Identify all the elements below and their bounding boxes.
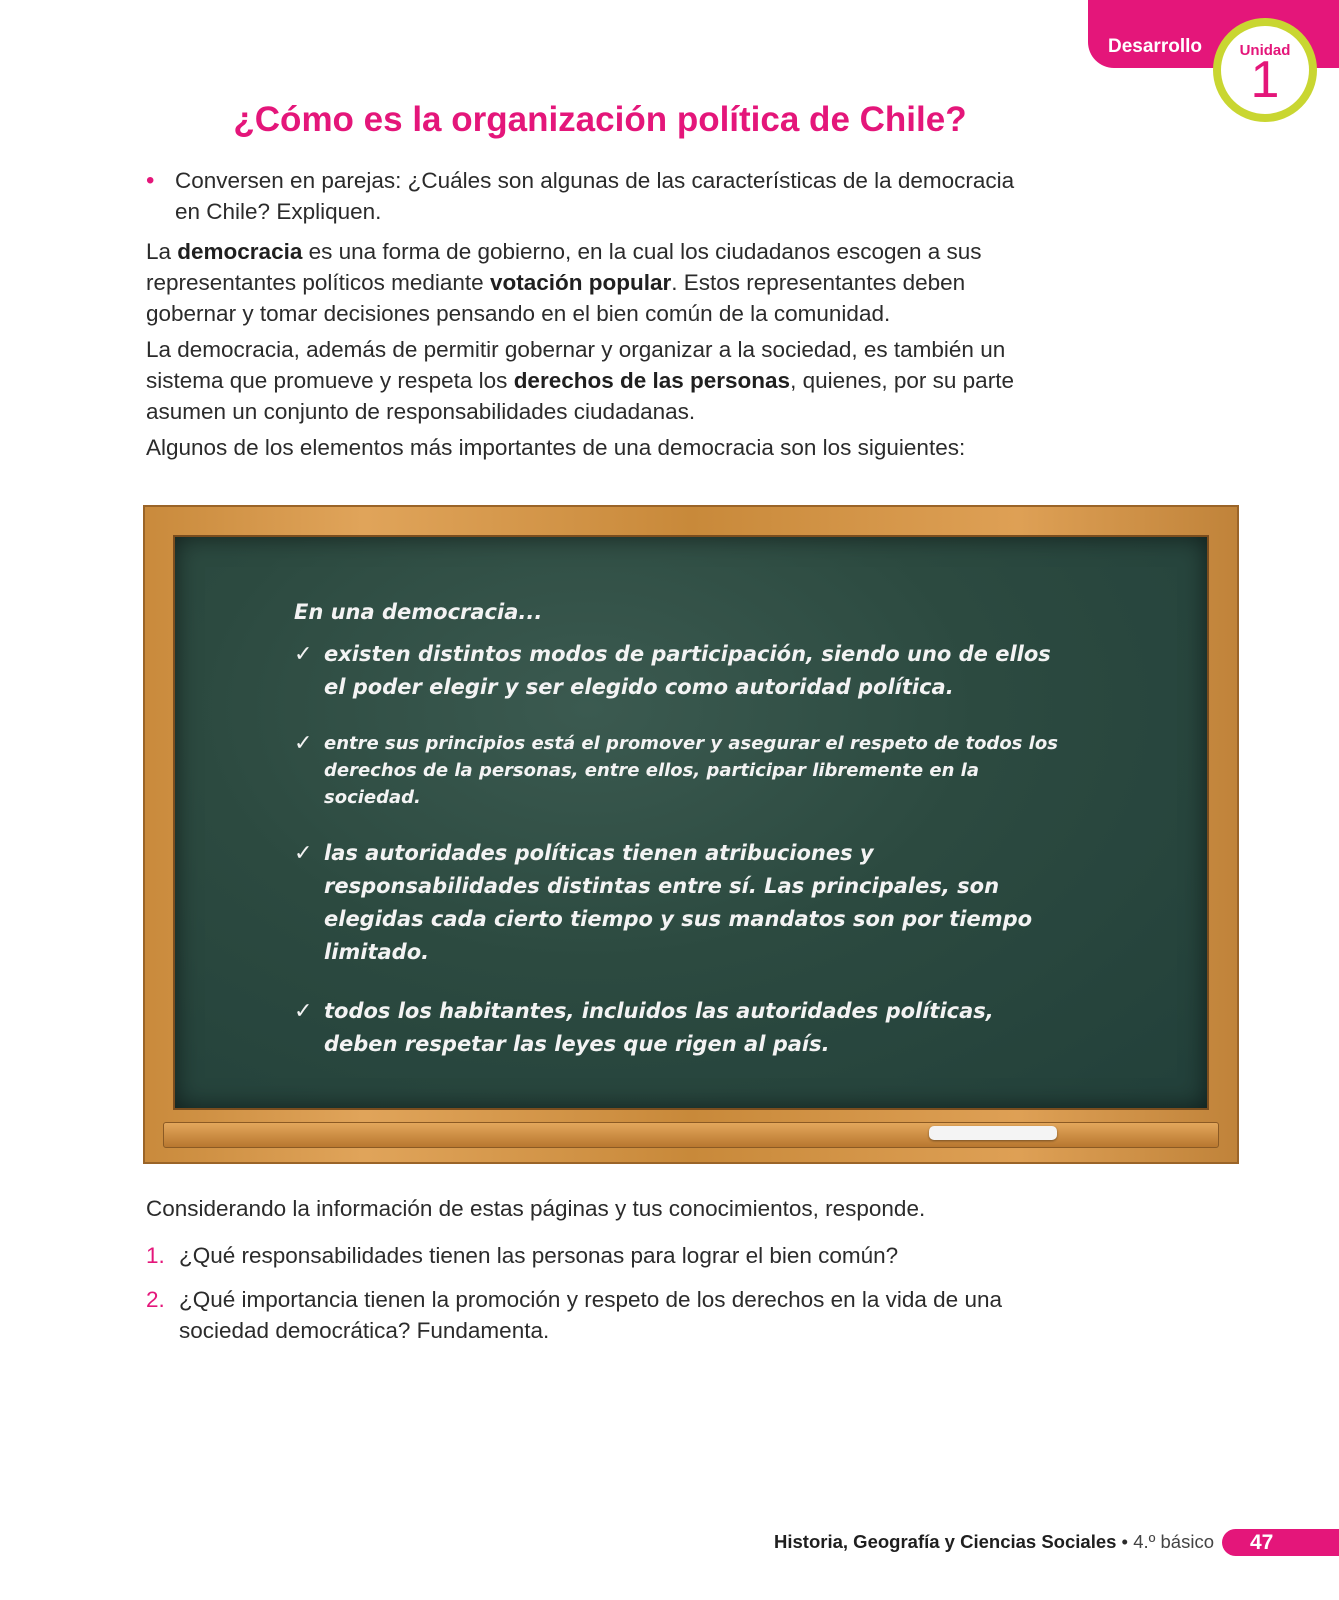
question-number: 1. (146, 1243, 165, 1268)
chalkboard-item-text: todos los habitantes, incluidos las autoridades políticas, deben respetar las leyes que rigen al país. (324, 999, 994, 1056)
page-number: 47 (1222, 1529, 1339, 1556)
activity-bullet (146, 165, 1036, 227)
questions-prompt: Considerando la información de estas páginas y tus conocimientos, responde. (146, 1196, 926, 1221)
activity-question: ¿Cuáles son algunas de las características de la democracia en Chile? Expliquen. (175, 168, 1015, 224)
question-text: ¿Qué importancia tienen la promoción y respeto de los derechos en la vida de una sociedad democrática? Fundamenta. (179, 1287, 1002, 1343)
chalkboard-item-text: entre sus principios está el promover y asegurar el respeto de todos los derechos de la personas, entre ellos, participar libremente en la sociedad. (324, 733, 1058, 808)
bold-term: democracia (177, 239, 303, 264)
check-icon: ✓ (294, 841, 313, 866)
bold-term: derechos de las personas (513, 368, 791, 393)
footer (774, 1529, 1214, 1555)
chalk-stick (929, 1126, 1057, 1140)
unit-number: 1 (1250, 51, 1280, 109)
chalkboard-heading: En una democracia... (294, 600, 543, 624)
bold-term: votación popular (489, 270, 672, 295)
text-run: La democracia, además de permitir gobernar y organizar a la sociedad, es también un sistema que promueve y respeta los (146, 337, 1006, 393)
question-number: 2. (146, 1287, 165, 1312)
chalkboard-item-text: las autoridades políticas tienen atribuciones y responsabilidades distintas entre sí. Las principales, son elegidas cada cierto tiempo y sus mandatos son por tiempo limitado. (324, 841, 1033, 964)
chalkboard-item (294, 730, 1064, 811)
chalkboard-item (294, 995, 1064, 1061)
activity-lead: Conversen en parejas: (175, 168, 402, 193)
check-icon: ✓ (294, 999, 313, 1024)
question-text: ¿Qué responsabilidades tienen las personas para lograr el bien común? (179, 1243, 899, 1268)
unit-badge (1213, 18, 1317, 122)
text-run: La (146, 239, 178, 264)
grade-label: 4.º básico (1133, 1531, 1214, 1552)
question-item (146, 1284, 1036, 1346)
text-run: . Estos representantes deben gobernar y tomar decisiones pensando en el bien común de la comunidad. (146, 270, 966, 326)
text-run: , quienes, por su parte asumen un conjunto de responsabilidades ciudadanas. (146, 368, 1014, 424)
chalkboard-item (294, 837, 1064, 969)
chalkboard-text (294, 600, 1064, 1087)
paragraph-derechos (146, 334, 1036, 427)
paragraph-elementos: Algunos de los elementos más importantes de una democracia son los siguientes: (146, 435, 966, 460)
book-title: Historia, Geografía y Ciencias Sociales (774, 1531, 1117, 1552)
chalkboard-item-text: existen distintos modos de participación, siendo uno de ellos el poder elegir y ser elegido como autoridad política. (324, 642, 1051, 699)
paragraph-democracia (146, 236, 1036, 329)
activity-text (175, 165, 1036, 227)
page-title: ¿Cómo es la organización política de Chile? (233, 100, 967, 139)
chalk-ledge (163, 1122, 1219, 1148)
question-item (146, 1240, 1036, 1271)
chalkboard-item (294, 638, 1064, 704)
section-label: Desarrollo (1108, 36, 1202, 57)
bullet-icon: • (146, 167, 155, 194)
footer-separator: • (1116, 1531, 1134, 1552)
check-icon: ✓ (294, 731, 313, 756)
unit-word: Unidad (1239, 42, 1291, 59)
check-icon: ✓ (294, 642, 313, 667)
text-run: es una forma de gobierno, en la cual los ciudadanos escogen a sus representantes políticos mediante (146, 239, 982, 295)
